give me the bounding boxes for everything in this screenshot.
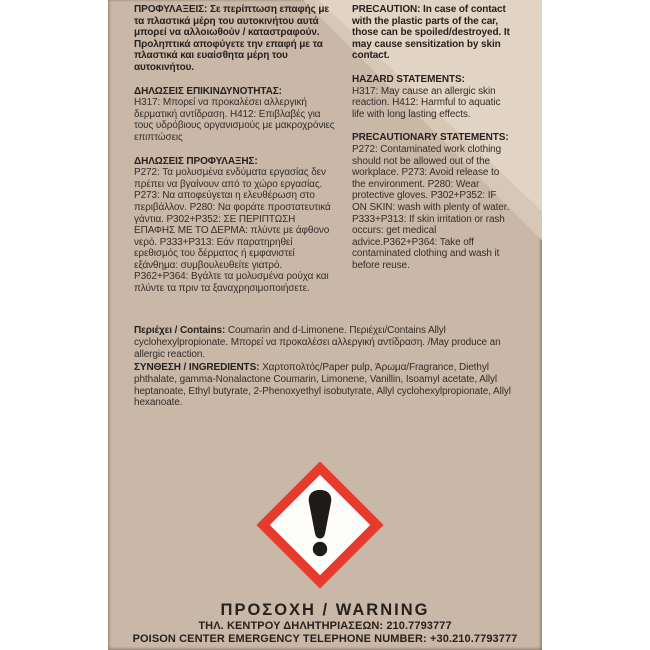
statements-columns bbox=[134, 4, 510, 307]
product-label-back bbox=[108, 0, 542, 650]
precautionary-statements-body-gr: P272: Τα μολυσμένα ενδύματα εργασίας δεν πρέπει να βγαίνουν από το χώρο εργασίας. P273: Να αποφεύγεται η ελευθέρωση στο περιβάλλον. P280: Να φοράτε προστατευτικά γάντια. P302+P352: ΣΕ ΠΕΡΙΠΤΩΣΗ ΕΠΑΦΗΣ ΜΕ ΤΟ ΔΕΡΜΑ: πλύντε με άφθονο νερό. P333+P313: Εάν παρατηρηθεί ερεθισμός του δέρματος ή εμφανιστεί εξάνθημα: συμβουλευθείτε γιατρό. P362+P364: Βγάλτε τα μολυσμένα ρούχα και πλύντε τα πριν τα ξαναχρησιμοποιήσετε. bbox=[134, 167, 331, 295]
english-column bbox=[352, 4, 510, 307]
contains-paragraph bbox=[134, 325, 514, 360]
hazard-statements-body-gr: H317: Μπορεί να προκαλέσει αλλεργική δερματική αντίδραση. H412: Επιβλαβές για τους υδρόβιους οργανισμούς με μακροχρόνιες επιπτώσεις bbox=[134, 97, 335, 143]
poison-center-phone-en: POISON CENTER EMERGENCY TELEPHONE NUMBER: +30.210.7793777 bbox=[132, 632, 518, 645]
hazard-statements-heading-gr: ΔΗΛΩΣΕΙΣ ΕΠΙΚΙΝΔΥΝΟΤΗΤΑΣ: bbox=[134, 85, 282, 97]
hazard-statements-heading-en: HAZARD STATEMENTS: bbox=[352, 73, 465, 85]
precautions-intro-en: PRECAUTION: In case of contact with the plastic parts of the car, those can be spoiled/destroyed. It may cause sensitization by skin contact. bbox=[352, 4, 510, 62]
hazard-statements-body-en: H317: May cause an allergic skin reaction. H412: Harmful to aquatic life with long lasting effects. bbox=[352, 85, 501, 120]
ingredients-paragraph bbox=[134, 362, 514, 409]
contains-lead: Περιέχει / Contains: bbox=[134, 325, 226, 336]
precautionary-statements-heading-en: PRECAUTIONARY STATEMENTS: bbox=[352, 132, 509, 144]
ingredients-lead: ΣΥΝΘΕΣΗ / INGREDIENTS: bbox=[134, 362, 260, 373]
precautionary-statements-heading-gr: ΔΗΛΩΣΕΙΣ ΠΡΟΦΥΛΑΞΗΣ: bbox=[134, 155, 258, 167]
contains-text: Coumarin and d-Limonene. Περιέχει/Contains Allyl cyclohexylpropionate. Μπορεί να προκαλέσει αλλεργική αντίδραση. /May produce an allergic reaction. bbox=[134, 325, 501, 360]
ghs07-exclamation-icon bbox=[255, 460, 385, 590]
ingredients-text: Χαρτοπολτός/Paper pulp, Άρωμα/Fragrance, Diethyl phthalate, gamma-Nonalactone Coumarin, Limonene, Vanillin, Isoamyl acetate, Allyl heptanoate, Ethyl butyrate, 2-Phenoxyethyl isobutyrate, Allyl cyclohexylpropionate, Allyl hexanoate. bbox=[134, 362, 511, 409]
label-content bbox=[108, 0, 542, 650]
poison-center-phone-gr: ΤΗΛ. ΚΕΝΤΡΟΥ ΔΗΛΗΤΗΡΙΑΣΕΩΝ: 210.7793777 bbox=[198, 620, 452, 632]
ghs07-exclamation-pictogram bbox=[255, 460, 385, 590]
warning-title: ΠΡΟΣΟΧΗ / WARNING bbox=[220, 601, 430, 619]
precautionary-statements-body-en: P272: Contaminated work clothing should not be allowed out of the workplace. P273: Avoid release to the environment. P280: Wear protective gloves. P302+P352: IF ON SKIN: wash with plenty of water. P333+P313: If skin irritation or rash occurs: get medical advice.P362+P364: Take off contaminated clothing and wash it before reuse. bbox=[352, 143, 510, 271]
warning-block bbox=[108, 601, 542, 645]
greek-column bbox=[134, 4, 338, 307]
precautions-intro-gr: ΠΡΟΦΥΛΑΞΕΙΣ: Σε περίπτωση επαφής με τα πλαστικά μέρη του αυτοκινήτου αυτά μπορεί να αλλοιωθούν / καταστραφούν. Προληπτικά αποφύγετε την επαφή με τα πλαστικά και ευαίσθητα μέρη του αυτοκινήτου. bbox=[134, 4, 330, 73]
